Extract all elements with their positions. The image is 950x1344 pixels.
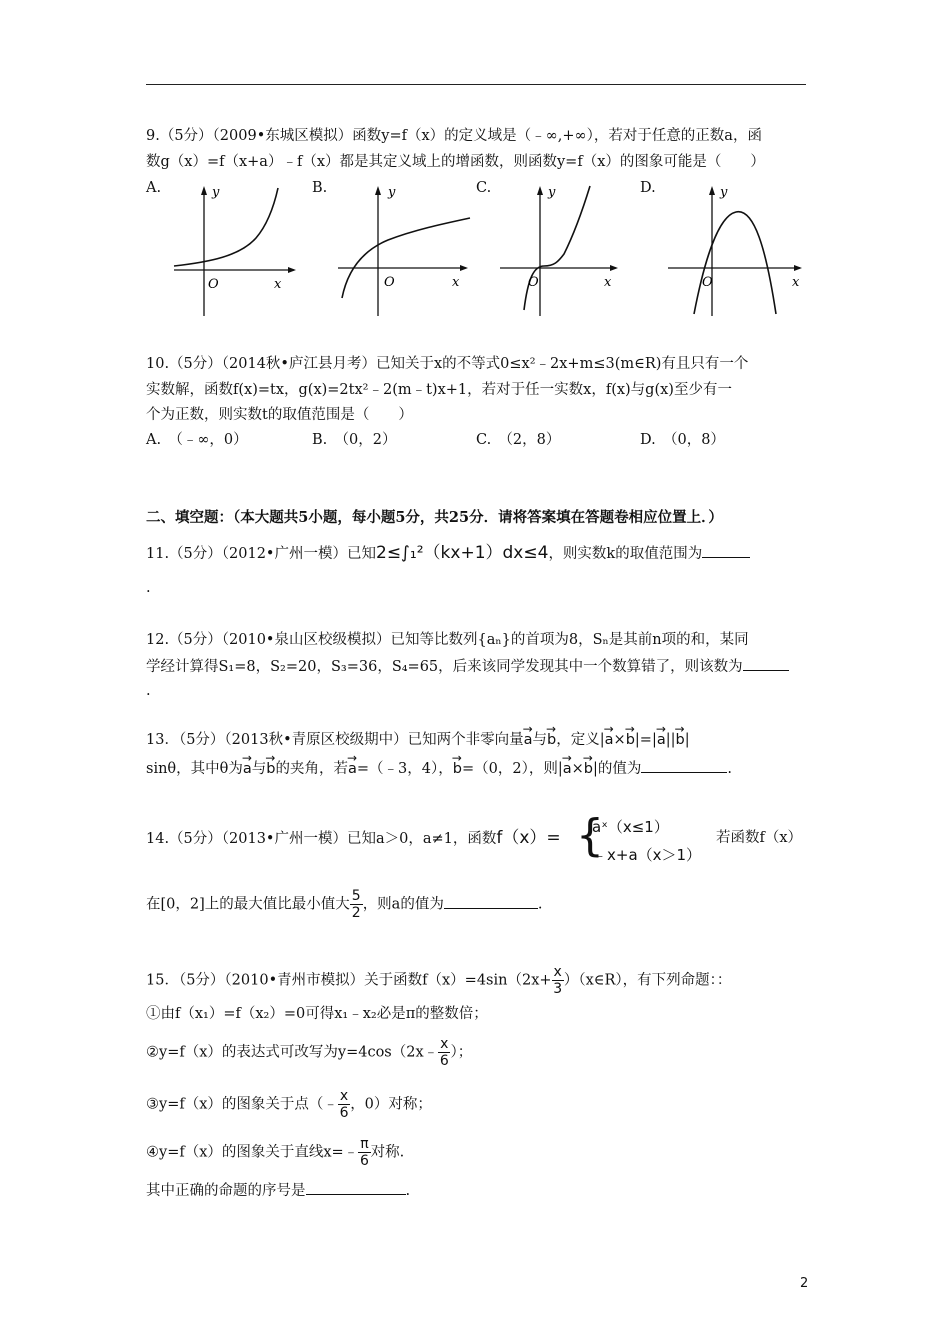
- vector-a: → a: [243, 759, 252, 779]
- graph-b-x-label: x: [452, 275, 460, 290]
- q11-suffix: ，则实数k的取值范围为: [548, 546, 703, 562]
- graph-b: [334, 182, 474, 318]
- q9-option-b[interactable]: B.: [312, 180, 328, 196]
- graph-a: [170, 182, 300, 318]
- q13-text-7: 的夹角，若: [275, 761, 348, 777]
- fraction-x-over-6: $\frac{x}{6}$: [439, 1036, 449, 1069]
- q15-item-3: [146, 1088, 432, 1121]
- graph-a-y-label: y: [212, 185, 220, 200]
- vector-b: → b: [453, 759, 462, 779]
- q15-answer-blank[interactable]: [306, 1180, 406, 1195]
- q12-answer-blank[interactable]: [743, 656, 789, 671]
- q13-text-9: =（0，2），则|: [461, 761, 563, 777]
- q14-function-name: f（x）=: [496, 828, 561, 848]
- q13-text-8: =（﹣3，4），: [356, 761, 453, 777]
- q12-line2-text: 学经计算得S₁=8，S₂=20，S₃=36，S₄=65，后来该同学发现其中一个数算错了，则该数为: [146, 659, 743, 675]
- q10-line2: 实数解，函数f(x)=tx，g(x)=2tx²﹣2(m﹣t)x+1，若对于任一实数x，f(x)与g(x)至少有一: [146, 382, 732, 398]
- vector-a: → a: [524, 730, 533, 750]
- fraction-pi-over-6: $\frac{\pi}{6}$: [359, 1136, 369, 1169]
- q13-text-4: ||: [665, 732, 676, 748]
- q13-answer-blank[interactable]: [641, 758, 727, 773]
- q14-line2: [146, 888, 542, 921]
- q15-line1: [146, 964, 731, 997]
- vector-b: → b: [547, 730, 556, 750]
- q15-item3-end: ，0）对称；: [350, 1096, 432, 1113]
- q9-line1: 9.（5分）（2009•东城区模拟）函数y=f（x）的定义域是（﹣∞,+∞），若对于任意的正数a，函: [146, 128, 762, 144]
- fraction-x-over-6: $\frac{x}{6}$: [339, 1088, 349, 1121]
- q14-text-1: 在[0，2]上的最大值比最小值大: [146, 896, 350, 913]
- graph-b-y-label: y: [388, 185, 396, 200]
- cross-symbol: ×: [571, 761, 584, 777]
- q13-text-1: 13．（5分）（2013秋•青原区校级期中）已知两个非零向量: [146, 732, 524, 748]
- vector-b: → b: [676, 730, 685, 750]
- vector-b: → b: [266, 759, 275, 779]
- vector-b: → b: [626, 730, 635, 750]
- q11-formula: 2≤∫₁²（kx+1）dx≤4: [376, 543, 549, 563]
- q13-text-2: ，定义|: [556, 732, 605, 748]
- q15-item-4: [146, 1136, 404, 1169]
- q13-end: .: [727, 761, 732, 777]
- graph-d-x-label: x: [792, 275, 800, 290]
- q14-text-2: ，则a的值为: [362, 896, 444, 913]
- q15-last-text: 其中正确的命题的序号是: [146, 1183, 306, 1199]
- q14-case-2: ﹣x+a（x＞1）: [592, 846, 702, 864]
- q14-prefix: 14.（5分）（2013•广州一模）已知a＞0，a≠1，函数: [146, 831, 497, 847]
- section-heading: 二、填空题：（本大题共5小题，每小题5分，共25分．请将答案填在答题卷相应位置上．）: [146, 509, 723, 526]
- q15-last: [146, 1180, 410, 1201]
- q13-text-5: |: [684, 732, 690, 748]
- graph-d: [664, 182, 810, 318]
- q13-and: 与: [532, 732, 548, 748]
- q9-line2: 数g（x）=f（x+a）﹣f（x）都是其定义域上的增函数，则函数y=f（x）的图象可能是（ ）: [146, 154, 765, 170]
- q12-end: .: [146, 683, 151, 699]
- q9-option-a[interactable]: A.: [146, 180, 162, 196]
- q13-text-6: sinθ，其中θ为: [146, 761, 243, 777]
- q10-line3: 个为正数，则实数t的取值范围是（ ）: [146, 407, 413, 423]
- q13-line1: [146, 730, 690, 750]
- q15-item4-end: 对称.: [370, 1144, 405, 1161]
- graph-b-origin: O: [384, 275, 395, 290]
- q13-line2: [146, 758, 732, 779]
- q14-case-1: aˣ（x≤1）: [592, 818, 669, 836]
- q9-option-d[interactable]: D.: [640, 180, 656, 196]
- q15-item2-text: ②y=f（x）的表达式可改写为y=4cos（2x﹣: [146, 1044, 439, 1061]
- q15-item4-text: ④y=f（x）的图象关于直线x=﹣: [146, 1144, 359, 1161]
- q15-item-1: ①由f（x₁）=f（x₂）=0可得x₁﹣x₂必是π的整数倍；: [146, 1006, 488, 1022]
- graph-c-y-label: y: [548, 185, 556, 200]
- graph-c-origin: O: [528, 275, 539, 290]
- header-rule: [146, 84, 806, 85]
- q9-option-c[interactable]: C.: [476, 180, 492, 196]
- q15-suffix: ）（x∈R），有下列命题：：: [563, 972, 732, 989]
- fraction-five-halves: $\frac{5}{2}$: [351, 888, 361, 921]
- graph-d-y-label: y: [720, 185, 728, 200]
- graph-c: [496, 182, 626, 318]
- q15-prefix: 15．（5分）（2010•青州市模拟）关于函数f（x）=4sin（2x+: [146, 972, 552, 989]
- q13-and: 与: [251, 761, 267, 777]
- q15-item3-text: ③y=f（x）的图象关于点（﹣: [146, 1096, 338, 1113]
- piecewise-brace: {: [576, 810, 604, 861]
- vector-a: → a: [348, 759, 357, 779]
- q11-end: .: [146, 580, 151, 596]
- q14-end: .: [537, 896, 543, 913]
- graph-c-x-label: x: [604, 275, 612, 290]
- vector-a: → a: [657, 730, 666, 750]
- q11-prefix: 11.（5分）（2012•广州一模）已知: [146, 546, 376, 562]
- graph-a-origin: O: [208, 277, 219, 292]
- q15-item-2: [146, 1036, 472, 1069]
- q14-line1: [146, 828, 561, 849]
- vector-b: → b: [584, 759, 593, 779]
- q10-option-c[interactable]: C. （2，8）: [476, 432, 561, 448]
- graph-d-origin: O: [702, 275, 713, 290]
- q12-line2: [146, 656, 789, 677]
- q14-suffix: 若函数f（x）: [716, 830, 803, 846]
- q10-option-a[interactable]: A. （﹣∞，0）: [146, 432, 248, 448]
- page-number: 2: [800, 1276, 809, 1291]
- q10-option-b[interactable]: B. （0，2）: [312, 432, 397, 448]
- vector-a: → a: [605, 730, 614, 750]
- q15-end: .: [405, 1183, 411, 1199]
- q13-text-10: |的值为: [592, 761, 642, 777]
- q11-answer-blank[interactable]: [702, 543, 750, 558]
- q10-option-d[interactable]: D. （0，8）: [640, 432, 725, 448]
- fraction-x-over-3: $\frac{x}{3}$: [553, 964, 563, 997]
- q15-item2-end: ）；: [450, 1044, 473, 1061]
- vector-a: → a: [563, 759, 572, 779]
- q13-text-3: |=|: [634, 732, 657, 748]
- q12-line1: 12.（5分）（2010•泉山区校级模拟）已知等比数列{aₙ}的首项为8，Sₙ是其前n项的和，某同: [146, 632, 749, 648]
- graph-a-x-label: x: [274, 277, 282, 292]
- cross-symbol: ×: [613, 732, 626, 748]
- q11-line1: [146, 543, 750, 564]
- q14-answer-blank[interactable]: [444, 894, 538, 909]
- q10-line1: 10.（5分）（2014秋•庐江县月考）已知关于x的不等式0≤x²﹣2x+m≤3(m∈R)有且只有一个: [146, 356, 749, 372]
